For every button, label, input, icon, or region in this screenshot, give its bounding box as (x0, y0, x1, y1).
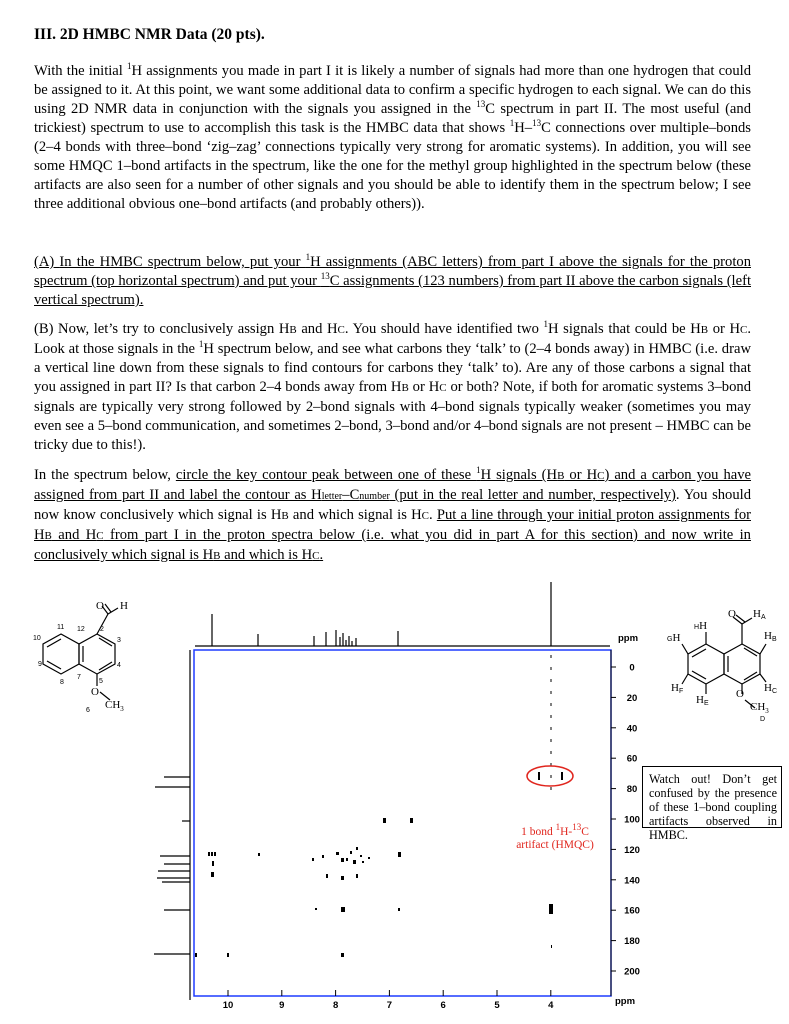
text: C spectrum in part II. The most useful (and trickiest) spectrum to use to accomplish this task is the HMBC data that shows (34, 101, 752, 136)
rh-methoxy-oxygen: O (736, 688, 744, 700)
text: circle the key contour peak between one of these (175, 467, 477, 483)
subscript: H (694, 624, 700, 631)
artifact-circle (527, 766, 573, 786)
f2-tick-labels (223, 990, 554, 1011)
text: –C (342, 487, 360, 503)
methoxy-oxygen: O (91, 686, 99, 698)
subscript: F (678, 688, 684, 695)
f2-tick-label: 7 (386, 1000, 393, 1011)
superscript: 1 (305, 252, 311, 263)
text: and which signal is H (288, 507, 422, 523)
subscript: 3 (120, 705, 124, 713)
text: and which is H (220, 547, 313, 563)
f1-tick-label: 100 (624, 814, 640, 826)
carbon-number: 5 (99, 678, 103, 685)
text: H assignments you made in part I it is likely a number of signals had more than one hydrogen that could be assigned to it. At this point, we want some additional data to confirm a specific hydrogen to each signal. We can do this using 2D NMR data in conjunction with the signals you assigned in the (34, 63, 751, 117)
superscript: 13 (476, 99, 486, 110)
f1-tick-label: 120 (624, 844, 640, 856)
subscript: C (421, 510, 429, 522)
superscript: 13 (320, 271, 330, 282)
f1-tick-label: 40 (626, 723, 638, 735)
text: H– (514, 120, 533, 136)
hc-label (764, 682, 777, 695)
f1-tick-label: 0 (629, 662, 635, 674)
subscript: 3 (765, 707, 769, 715)
text: . (139, 292, 144, 308)
subscript: C (597, 470, 605, 482)
carbon-number: 2 (100, 626, 104, 633)
ha-label (753, 608, 766, 621)
text: ) and a carbon you have assigned from part II and label the contour as H (34, 467, 752, 503)
hf-label (671, 682, 683, 695)
text: (A) (34, 254, 60, 270)
hd-label: D (760, 716, 766, 723)
subscript: B (771, 636, 777, 643)
text: H (764, 682, 772, 694)
hmbc-contours (195, 772, 563, 957)
text: . You should now know conclusively which signal is H (34, 487, 751, 523)
superscript: 13 (572, 822, 582, 833)
methyl-group (105, 699, 124, 713)
text: H (753, 608, 761, 620)
text: With the initial (34, 63, 128, 79)
subscript: A (760, 614, 766, 621)
carbon-number: 11 (57, 624, 65, 631)
text: 1 bond (521, 826, 556, 838)
f1-tick-label: 180 (624, 936, 640, 948)
text: In the HMBC spectrum below, put your (59, 254, 306, 270)
f2-tick-label: 9 (279, 1000, 285, 1011)
text: (B) Now, let’s try to conclusively assign H (34, 321, 290, 337)
text: (put in the real letter and number, respectively) (389, 487, 676, 503)
artifact-label (507, 822, 603, 852)
carbon-number: 6 (86, 707, 90, 714)
subscript: B (557, 470, 565, 482)
text: H signals that could be H (548, 321, 701, 337)
aldehyde-oxygen: O (96, 600, 104, 612)
carbon-number: 9 (38, 661, 42, 668)
carbon-number: 8 (60, 679, 64, 686)
subscript: C (312, 550, 320, 562)
subscript: B (700, 324, 709, 336)
f1-tick-label: 20 (626, 692, 638, 704)
text: H (671, 682, 679, 694)
subscript: C (439, 382, 447, 394)
text: H (764, 630, 772, 642)
superscript: 1 (127, 61, 132, 72)
f2-tick-label: 6 (440, 1000, 446, 1011)
hh-label (694, 620, 707, 632)
carbon-number: 7 (77, 674, 81, 681)
text: H spectrum below, and see what carbons they ‘talk’ to (2–4 bonds away) in HMBC (i.e. draw a vertical line down from these signals to find contours for carbons they ‘talk’ to). Are any of those carbons a signal that you assigned in part II? Is that carbon 2–4 bonds away from H (34, 341, 751, 395)
aldehyde-hydrogen: H (120, 600, 128, 612)
text: . You should have identified two (344, 321, 544, 337)
subscript: C (337, 324, 345, 336)
rh-methyl-group (750, 701, 769, 715)
warning-note: Watch out! Don’t get confused by the presence of these 1–bond coupling artifacts observed in HMBC. (642, 766, 782, 828)
text: C assignments (123 numbers) from part II above the carbon signals (left vertical spectrum) (34, 273, 751, 308)
f2-tick-label: 4 (548, 1000, 554, 1011)
superscript: 1 (476, 465, 481, 476)
f1-tick-label: 200 (624, 966, 640, 978)
f1-tick-label: 160 (624, 905, 640, 917)
text: H (699, 620, 708, 632)
carbon-number: 3 (117, 637, 121, 644)
f1-tick-label: 80 (626, 784, 638, 796)
text: C (581, 826, 589, 838)
superscript: 13 (532, 118, 542, 129)
text: H- (560, 826, 573, 838)
text: CH (105, 699, 121, 711)
subscript: G (667, 636, 673, 643)
f1-tick-label: 60 (626, 753, 638, 765)
carbon-number: 12 (77, 626, 85, 633)
subscript: B (213, 550, 221, 562)
superscript: 1 (198, 339, 204, 350)
subscript: C (771, 688, 778, 695)
f1-tick-label: 140 (624, 875, 640, 887)
text: and H (51, 527, 97, 543)
text: H (696, 694, 704, 706)
rh-aldehyde-oxygen: O (728, 608, 736, 620)
text: . (428, 507, 437, 523)
text: or both? Note, if both for aromatic systems 3–bond signals are typically very strong followed by 2–bond signals with 4–bond signals typically weaker (sometimes you may even see a 5–bond communication, and sometimes 2–bond, 3–bond and/or 4–bond signals are not present – HMBC can be tricky due to this!). (34, 379, 751, 453)
carbon-number: 4 (117, 662, 121, 669)
section-heading: III. 2D HMBC NMR Data (20 pts). (34, 26, 265, 43)
text: . Look at those signals in the (34, 321, 751, 357)
text: or H (708, 321, 740, 337)
superscript: 1 (509, 118, 515, 129)
text: or H (408, 379, 440, 395)
molecule-numbered (43, 604, 118, 700)
text: from part I in the proton spectra below (i.e. what you did in part A for this section) and now write in conclusively which signal is H (34, 527, 751, 563)
subscript: C (740, 324, 748, 336)
subscript: B (281, 510, 289, 522)
f1-tick-labels (611, 663, 640, 978)
text: H assignments (ABC letters) from part I above the signals for the proton spectrum (top horizontal spectrum) and put your (34, 254, 751, 289)
subscript: B (401, 382, 409, 394)
f2-tick-label: 8 (332, 1000, 339, 1011)
he-label (696, 694, 709, 707)
subscript: number (359, 491, 390, 502)
hb-label (764, 630, 777, 643)
subscript: B (289, 324, 297, 336)
text: and H (296, 321, 338, 337)
f2-tick-label: 10 (222, 1000, 234, 1011)
superscript: 1 (555, 822, 561, 833)
hg-label (667, 632, 680, 644)
carbon-1d-spectrum (154, 650, 190, 1000)
text: . (319, 547, 324, 563)
carbon-number: 10 (33, 635, 41, 642)
subscript: C (96, 530, 104, 542)
proton-1d-spectrum (195, 582, 610, 646)
text: CH (750, 701, 766, 713)
ppm-label-bottom: ppm (615, 996, 636, 1007)
subscript: B (44, 530, 52, 542)
text: or H (564, 467, 598, 483)
text: H signals (H (480, 467, 558, 483)
ppm-label-top: ppm (618, 633, 639, 644)
subscript: letter (321, 491, 343, 502)
text: H (672, 632, 681, 644)
f2-tick-label: 5 (494, 1000, 500, 1011)
text: artifact (HMQC) (516, 839, 594, 851)
text: In the spectrum below, (34, 467, 176, 483)
hmbc-frame (194, 650, 611, 996)
superscript: 1 (543, 319, 549, 330)
text: Put a line through your initial proton assignments for H (34, 507, 751, 543)
subscript: E (703, 700, 709, 707)
text: C connections over multiple–bonds (2–4 bonds with three–bond ‘zig–zag’ connections typically very strong for aromatic systems). In addition, you will see some HMQC 1–bond artifacts in the spectrum, like the one for the methyl group highlighted in the spectrum below (these artifacts are also seen for a number of other signals and you should be able to identify them in the spectrum below; I see three additional obvious one–bond artifacts (and probably others)). (34, 120, 751, 212)
